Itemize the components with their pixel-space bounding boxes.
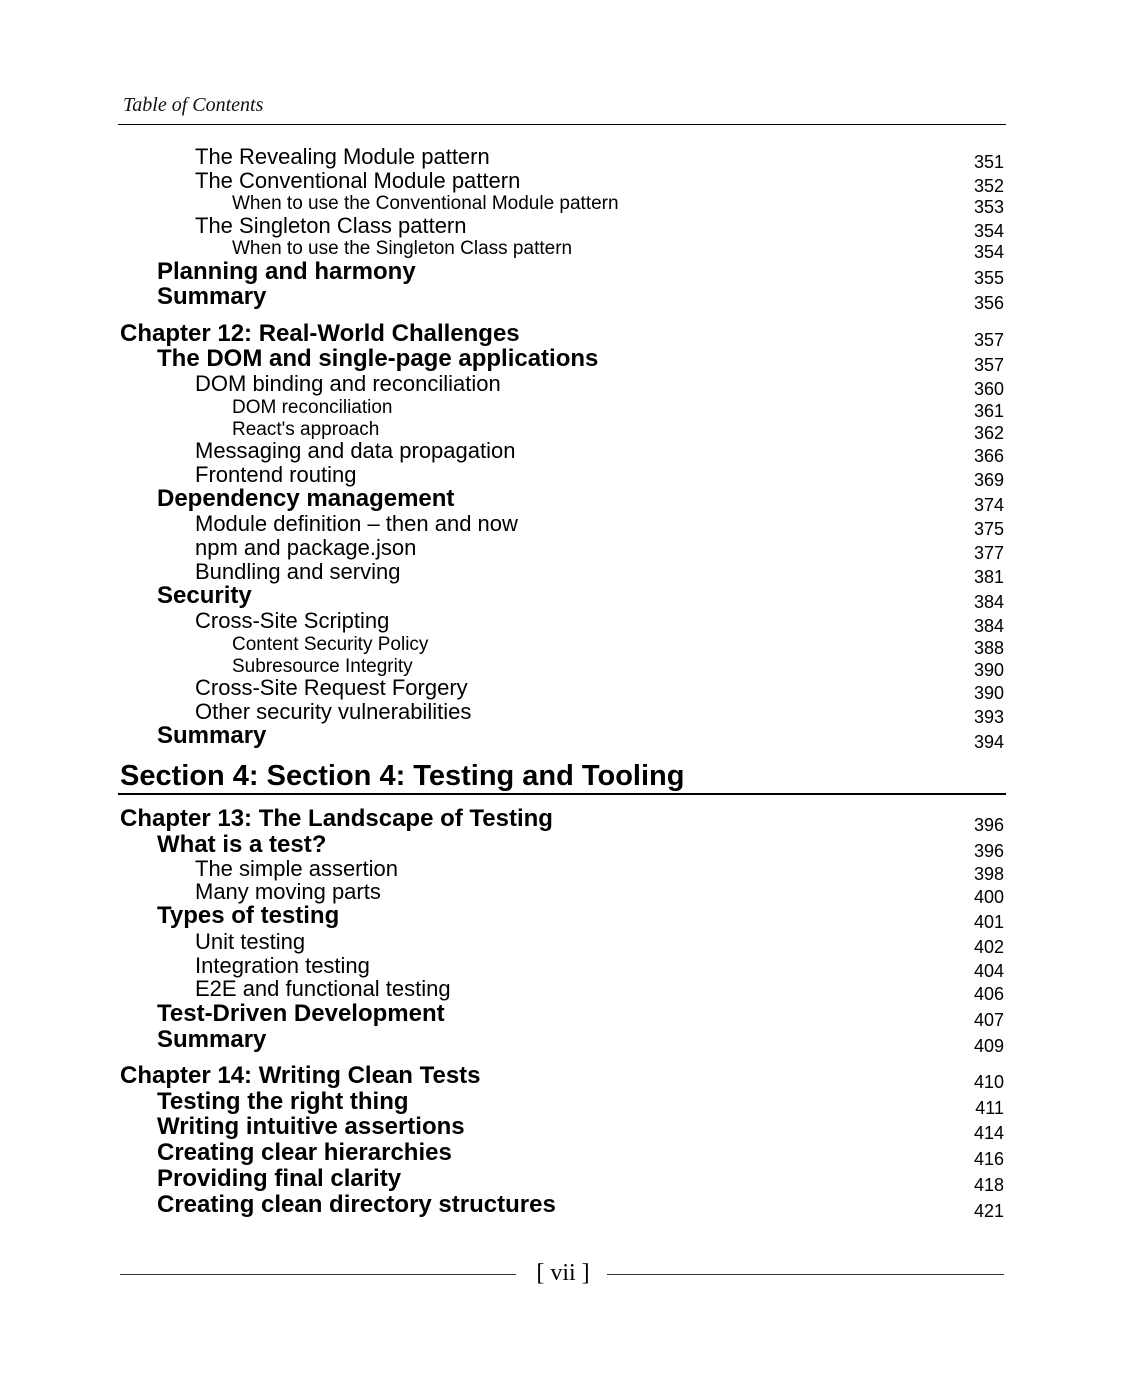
toc-entry[interactable] — [0, 608, 1125, 636]
toc-entry-page[interactable]: 353 — [973, 197, 1004, 217]
toc-entry-page[interactable]: 401 — [973, 912, 1004, 932]
toc-entry-title[interactable]: Dependency management — [157, 485, 455, 512]
toc-entry[interactable] — [0, 535, 1125, 563]
toc-entry-page[interactable]: 354 — [973, 242, 1004, 262]
toc-entry[interactable] — [0, 582, 1125, 612]
toc-entry-title[interactable]: Chapter 14: Writing Clean Tests — [120, 1062, 481, 1089]
toc-entry[interactable] — [0, 283, 1125, 313]
toc-entry[interactable] — [0, 1000, 1125, 1030]
toc-entry[interactable] — [0, 234, 1125, 262]
footer-rule-right — [607, 1274, 1004, 1275]
toc-entry-title[interactable]: The Singleton Class pattern — [195, 213, 467, 238]
toc-entry-title[interactable]: Integration testing — [195, 953, 370, 978]
toc-entry[interactable] — [0, 1062, 1125, 1092]
toc-entry-page[interactable]: 357 — [973, 355, 1004, 375]
toc-entry-page[interactable]: 410 — [973, 1072, 1004, 1092]
toc-entry-page[interactable]: 390 — [973, 660, 1004, 680]
toc-entry-title[interactable]: Summary — [157, 283, 267, 310]
toc-entry-page[interactable]: 416 — [973, 1149, 1004, 1169]
toc-entry[interactable] — [0, 485, 1125, 515]
toc-entry-page[interactable]: 351 — [973, 152, 1004, 172]
toc-entry-title[interactable]: Security — [157, 582, 252, 609]
toc-entry[interactable] — [0, 438, 1125, 466]
toc-entry[interactable] — [0, 393, 1125, 421]
toc-entry-page[interactable]: 404 — [973, 961, 1004, 981]
toc-entry-title[interactable]: Unit testing — [195, 929, 306, 954]
toc-entry-title[interactable]: Module definition – then and now — [195, 511, 518, 536]
toc-entry-page[interactable]: 355 — [973, 268, 1004, 288]
toc-entry[interactable] — [0, 1191, 1125, 1221]
toc-entry[interactable] — [0, 1088, 1125, 1118]
toc-entry-title[interactable]: Cross-Site Scripting — [195, 608, 390, 633]
toc-entry-title[interactable]: Test-Driven Development — [157, 1000, 445, 1027]
toc-entry-page[interactable]: 390 — [973, 683, 1004, 703]
toc-entry[interactable] — [0, 630, 1125, 658]
toc-entry[interactable] — [0, 976, 1125, 1004]
toc-entry-page[interactable]: 374 — [973, 495, 1004, 515]
toc-entry-page[interactable]: 352 — [973, 176, 1004, 196]
toc-entry-title[interactable]: The DOM and single-page applications — [157, 345, 599, 372]
toc-entry[interactable] — [0, 831, 1125, 861]
toc-entry-page[interactable]: 406 — [973, 984, 1004, 1004]
toc-entry-title[interactable]: Writing intuitive assertions — [157, 1113, 465, 1140]
toc-entry-title[interactable]: Providing final clarity — [157, 1165, 402, 1192]
toc-entry[interactable] — [0, 699, 1125, 727]
toc-entry-title[interactable]: Creating clear hierarchies — [157, 1139, 452, 1166]
toc-entry-title[interactable]: The simple assertion — [195, 856, 398, 881]
section-rule — [118, 793, 1006, 795]
toc-entry-page[interactable]: 421 — [973, 1201, 1004, 1221]
toc-entry[interactable] — [0, 805, 1125, 835]
toc-entry-page[interactable]: 354 — [973, 221, 1004, 241]
toc-entry-page[interactable]: 375 — [973, 519, 1004, 539]
toc-entry[interactable] — [0, 929, 1125, 957]
toc-entry[interactable] — [0, 1113, 1125, 1143]
toc-entry-title[interactable]: Chapter 12: Real-World Challenges — [120, 320, 520, 347]
toc-entry-page[interactable]: 362 — [973, 423, 1004, 443]
toc-entry-page[interactable]: 394 — [973, 732, 1004, 752]
toc-entry[interactable] — [0, 1139, 1125, 1169]
toc-entry-page[interactable]: 361 — [973, 401, 1004, 421]
toc-entry-title[interactable]: DOM reconciliation — [232, 397, 393, 418]
toc-entry-page[interactable]: 398 — [973, 864, 1004, 884]
toc-entry-page[interactable]: 418 — [973, 1175, 1004, 1195]
toc-entry-title[interactable]: Types of testing — [157, 902, 340, 929]
header-rule — [118, 124, 1006, 125]
toc-entry-page[interactable]: 360 — [973, 379, 1004, 399]
toc-entry[interactable] — [0, 675, 1125, 703]
toc-entry-page[interactable]: 400 — [973, 887, 1004, 907]
toc-entry[interactable] — [0, 879, 1125, 907]
toc-entry[interactable] — [0, 1165, 1125, 1195]
toc-entry[interactable] — [0, 1026, 1125, 1056]
toc-entry[interactable] — [0, 902, 1125, 932]
toc-entry-page[interactable]: 369 — [973, 470, 1004, 490]
toc-entry-page[interactable]: 414 — [973, 1123, 1004, 1143]
toc-entry-title[interactable]: Creating clean directory structures — [157, 1191, 556, 1218]
toc-entry-title[interactable]: Summary — [157, 1026, 267, 1053]
toc-entry-title[interactable]: Messaging and data propagation — [195, 438, 516, 463]
toc-entry-title[interactable]: Cross-Site Request Forgery — [195, 675, 468, 700]
toc-entry[interactable] — [0, 258, 1125, 288]
toc-entry-page[interactable]: 396 — [973, 815, 1004, 835]
toc-entry-title[interactable]: Chapter 13: The Landscape of Testing — [120, 805, 553, 832]
toc-entry-title[interactable]: The Revealing Module pattern — [195, 144, 490, 169]
toc-entry-page[interactable]: 357 — [973, 330, 1004, 350]
toc-entry-page[interactable]: 388 — [973, 638, 1004, 658]
toc-entry-page[interactable]: 356 — [973, 293, 1004, 313]
toc-entry-title[interactable]: E2E and functional testing — [195, 976, 451, 1001]
toc-entry-title[interactable]: DOM binding and reconciliation — [195, 371, 501, 396]
footer-rule-left — [120, 1274, 516, 1275]
running-head: Table of Contents — [123, 94, 264, 116]
toc-entry-title[interactable]: Subresource Integrity — [232, 656, 413, 677]
toc-entry[interactable] — [0, 415, 1125, 443]
toc-entry-page[interactable]: 402 — [973, 937, 1004, 957]
toc-entry[interactable] — [0, 345, 1125, 375]
toc-entry-page[interactable]: 366 — [973, 446, 1004, 466]
section-heading: Section 4: Section 4: Testing and Tooling — [120, 760, 685, 792]
toc-entry-title[interactable]: Frontend routing — [195, 462, 357, 487]
toc-entry-page[interactable]: 393 — [973, 707, 1004, 727]
toc-entry-page[interactable]: 409 — [973, 1036, 1004, 1056]
toc-entry-title[interactable]: Summary — [157, 722, 267, 749]
toc-entry-title[interactable]: Planning and harmony — [157, 258, 416, 285]
toc-entry[interactable] — [0, 511, 1125, 539]
toc-entry-page[interactable]: 377 — [973, 543, 1004, 563]
toc-entry-page[interactable]: 384 — [973, 592, 1004, 612]
toc-entry[interactable] — [0, 652, 1125, 680]
toc-entry-title[interactable]: Many moving parts — [195, 879, 381, 904]
toc-entry-title[interactable]: Other security vulnerabilities — [195, 699, 472, 724]
toc-entry-page[interactable]: 384 — [973, 616, 1004, 636]
toc-entry-title[interactable]: npm and package.json — [195, 535, 417, 560]
toc-entry[interactable] — [0, 189, 1125, 217]
toc-entry-page[interactable]: 407 — [973, 1010, 1004, 1030]
toc-entry-title[interactable]: Testing the right thing — [157, 1088, 409, 1115]
toc-entry[interactable] — [0, 462, 1125, 490]
toc-entry-title[interactable]: Content Security Policy — [232, 634, 429, 655]
toc-entry-title[interactable]: The Conventional Module pattern — [195, 168, 521, 193]
page-folio: [ vii ] — [536, 1260, 590, 1286]
toc-entry-title[interactable]: Bundling and serving — [195, 559, 401, 584]
toc-entry[interactable] — [0, 371, 1125, 399]
toc-entry-page[interactable]: 396 — [973, 841, 1004, 861]
toc-entry-title[interactable]: React's approach — [232, 419, 380, 440]
toc-entry-title[interactable]: What is a test? — [157, 831, 327, 858]
toc-entry-title[interactable]: When to use the Conventional Module pattern — [232, 193, 619, 214]
toc-entry[interactable] — [0, 559, 1125, 587]
toc-entry[interactable] — [0, 856, 1125, 884]
toc-entry-title[interactable]: When to use the Singleton Class pattern — [232, 238, 573, 259]
toc-entry-page[interactable]: 381 — [973, 567, 1004, 587]
toc-entry[interactable] — [0, 953, 1125, 981]
toc-entry[interactable] — [0, 722, 1125, 752]
toc-entry-page[interactable]: 411 — [975, 1098, 1004, 1118]
toc-entry[interactable] — [0, 320, 1125, 350]
toc-entry[interactable] — [0, 144, 1125, 172]
